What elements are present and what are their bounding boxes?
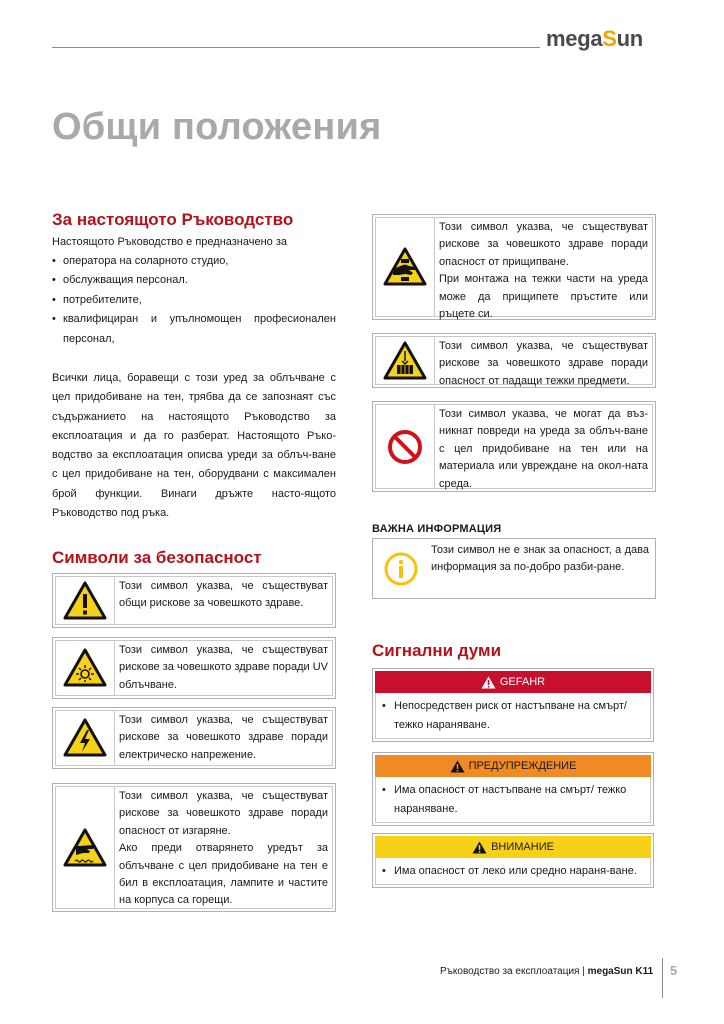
symbol-text: Този символ указва, че съществуват рискове за човешкото здраве поради електрическо напрежение. bbox=[115, 710, 333, 766]
manual-intro: Настоящото Ръководство е предназначено за bbox=[52, 236, 288, 248]
list-item: • обслужващия персонал. bbox=[52, 271, 336, 290]
megasun-logo: megaSun bbox=[546, 26, 643, 51]
symbol-box-uv bbox=[52, 637, 336, 699]
warning-triangle-icon bbox=[472, 841, 487, 854]
symbol-text: Този символ указва, че съществуват рискове за човешкото здраве поради опасност от падащи тежки предмети. bbox=[435, 336, 653, 385]
manual-paragraph: Всички лица, боравещи с този уред за облъчване с цел придобиване на тен, трябва да се запознаят със съдържанието на настоящото Ръководство за експлоатация и да го разберат. Настоящото Ръко-водство за експлоатация описва уреди за облъч-ване с цел придобиване на тен, оборудвани с максимален брой функции. Винаги дръжте насто-ящото Ръководство под ръка. bbox=[52, 372, 336, 520]
symbol-text: Този символ указва, че съществуват общи рискове за човешкото здраве. bbox=[115, 576, 333, 625]
symbol-box-general bbox=[52, 573, 336, 628]
header-rule bbox=[52, 47, 540, 48]
hand-crush-icon bbox=[383, 247, 427, 287]
symbol-box-falling-load bbox=[372, 333, 656, 388]
manual-heading: За настоящото Ръководство bbox=[52, 210, 294, 229]
footer-divider bbox=[662, 958, 663, 998]
audience-list bbox=[52, 252, 336, 349]
important-info-text: Този символ не е знак за опасност, а дава информация за по-добро разби-ране. bbox=[431, 544, 649, 574]
symbol-box-electric bbox=[52, 707, 336, 769]
signal-description: • Има опасност от настъпване на смърт/ тежко нараняване. bbox=[375, 777, 651, 823]
important-info-box bbox=[372, 538, 656, 599]
footer-text: Ръководство за експлоатация | megaSun K11 bbox=[440, 966, 654, 977]
signal-box-danger bbox=[372, 668, 654, 742]
signal-description: • Непосредствен риск от настъпване на смърт/ тежко нараняване. bbox=[375, 693, 651, 739]
electric-voltage-icon bbox=[63, 718, 107, 758]
warning-triangle-icon bbox=[481, 676, 496, 689]
uv-radiation-icon bbox=[63, 648, 107, 688]
signal-bar bbox=[375, 671, 651, 693]
signal-bar bbox=[375, 836, 651, 858]
symbol-text: Този символ указва, че съществуват рискове за човешкото здраве поради опасност от изгаряне. Ако преди отварянето уредът за облъчване с цел придобиване на тен е бил в експлоатация, лампите и частите на корпуса са горещи. bbox=[115, 786, 333, 909]
symbol-text: Този символ указва, че могат да въз-никнат повреди на уреда за облъч-ване с цел придобиване на тен или на материала или увреждане на окол-ната среда. bbox=[435, 404, 653, 489]
signal-label: GEFAHR bbox=[499, 676, 546, 688]
symbol-text: Този символ указва, че съществуват рискове за човешкото здраве поради UV облъчване. bbox=[115, 640, 333, 696]
warning-triangle-icon bbox=[450, 760, 465, 773]
signal-box-warning bbox=[372, 752, 654, 826]
prohibition-icon bbox=[386, 428, 424, 466]
symbol-text: Този символ указва, че съществуват рискове за човешкото здраве поради опасност от прищипване. При монтажа на тежки части на уреда може да прищипете пръстите или ръцете си. bbox=[435, 217, 653, 317]
page-number: 5 bbox=[670, 963, 678, 978]
safety-heading: Символи за безопасност bbox=[52, 548, 262, 567]
important-info-title: ВАЖНА ИНФОРМАЦИЯ bbox=[372, 523, 502, 535]
signal-box-caution bbox=[372, 833, 654, 888]
symbol-box-hot-surface bbox=[52, 783, 336, 912]
symbol-box-hand-crush bbox=[372, 214, 656, 320]
signal-label: ПРЕДУПРЕЖДЕНИЕ bbox=[468, 760, 577, 772]
page-title: Общи положения bbox=[52, 106, 382, 148]
general-warning-icon bbox=[63, 581, 107, 621]
info-icon bbox=[384, 552, 418, 586]
signal-bar bbox=[375, 755, 651, 777]
list-item: • оператора на соларното студио, bbox=[52, 252, 336, 271]
symbol-box-prohibition bbox=[372, 401, 656, 492]
signal-label: ВНИМАНИЕ bbox=[491, 841, 554, 853]
signal-words-heading: Сигнални думи bbox=[372, 641, 502, 660]
list-item: • квалифициран и упълномощен професионален персонал, bbox=[52, 310, 336, 349]
list-item: • потребителите, bbox=[52, 291, 336, 310]
falling-load-icon bbox=[383, 341, 427, 381]
hot-surface-icon bbox=[63, 828, 107, 868]
signal-description: • Има опасност от леко или средно нараня-ване. bbox=[375, 858, 651, 885]
